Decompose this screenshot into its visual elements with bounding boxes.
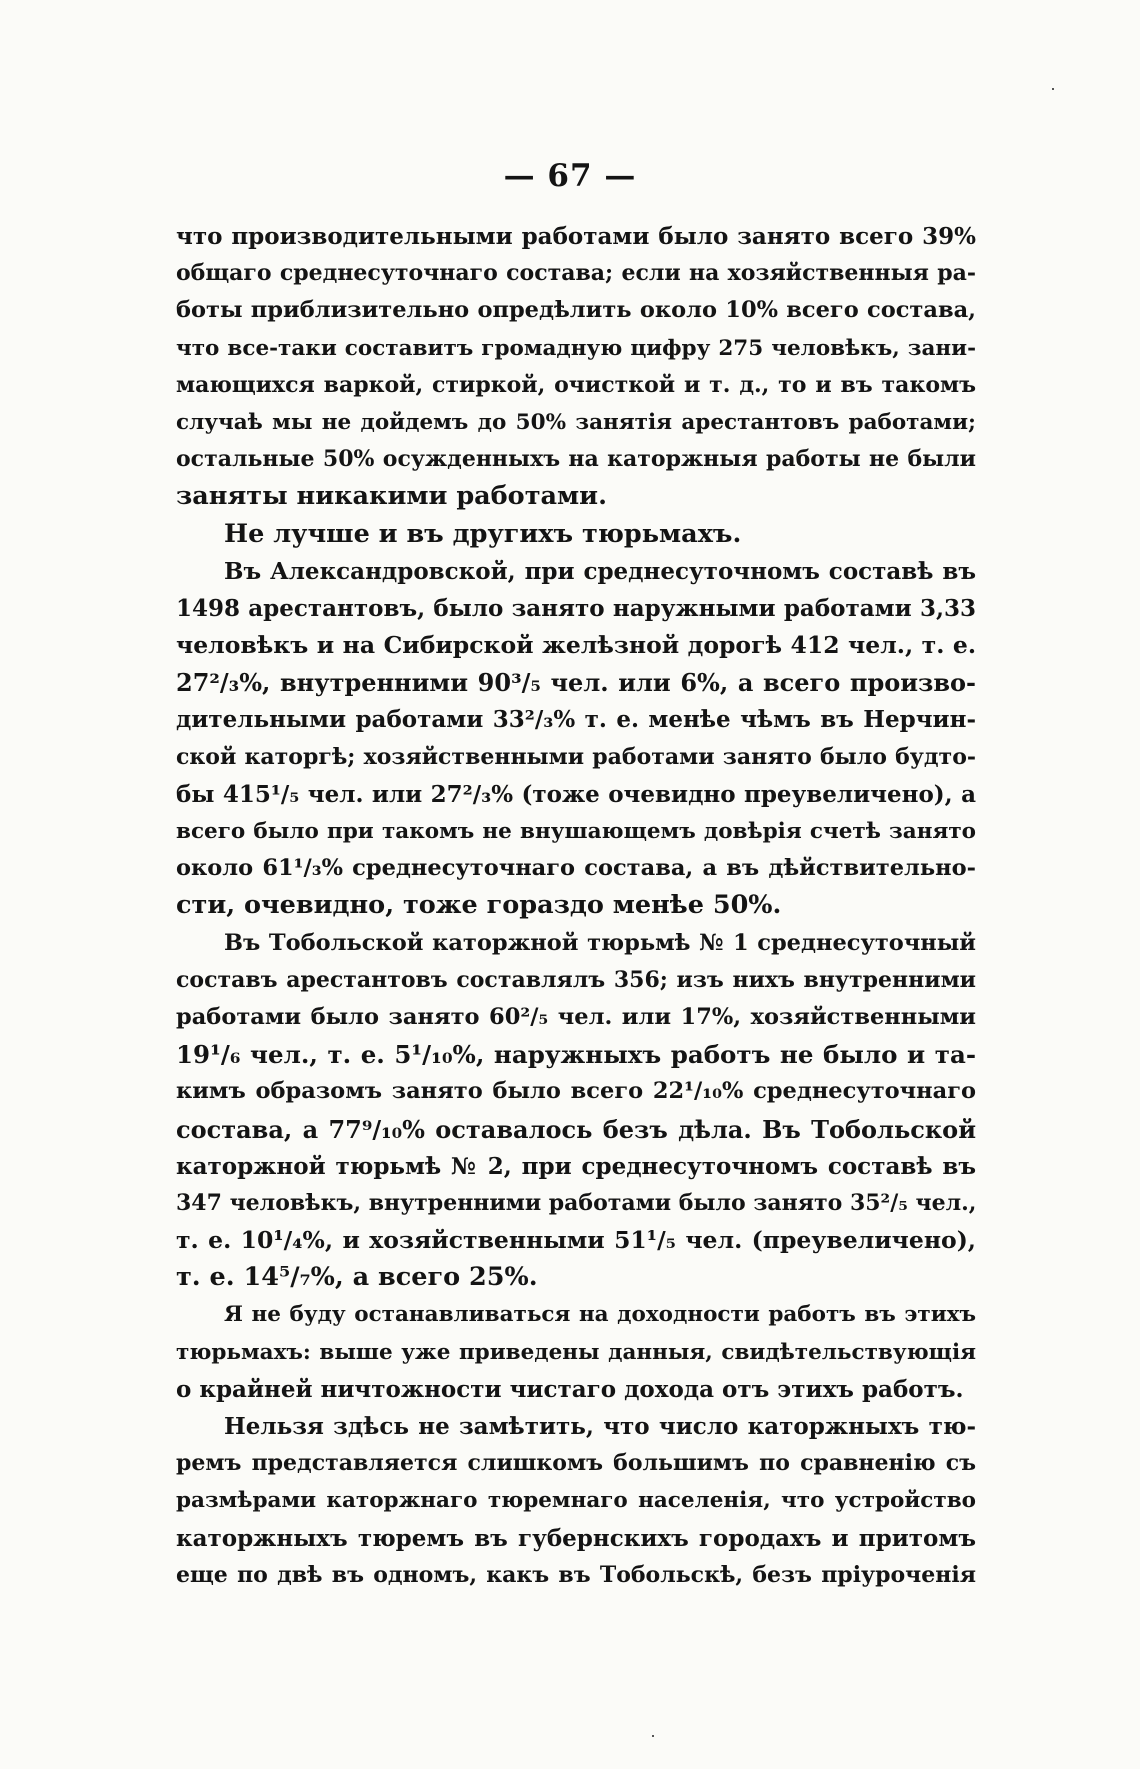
- text-line: боты приблизительно опредѣлить около 10% всего состава,: [176, 297, 976, 324]
- text-line: заняты никакими работами.: [176, 481, 607, 512]
- text-line: т. е. 10¹/₄%, и хозяйственными 51¹/₅ чел. (преувеличено),: [176, 1226, 976, 1255]
- page-number: — 67 —: [503, 158, 637, 194]
- text-line: тюрьмахъ: выше уже приведены данныя, свидѣтельствующія: [176, 1339, 976, 1365]
- text-line: кимъ образомъ занято было всего 22¹/₁₀% среднесуточнаго: [176, 1078, 976, 1105]
- text-line: каторжныхъ тюремъ въ губернскихъ городахъ и притомъ: [176, 1524, 976, 1552]
- text-line: о крайней ничтожности чистаго дохода отъ этихъ работъ.: [176, 1375, 964, 1403]
- text-line: еще по двѣ въ одномъ, какъ въ Тобольскѣ, безъ пріуроченія: [176, 1561, 976, 1588]
- text-line: составъ арестантовъ составлялъ 356; изъ нихъ внутренними: [176, 966, 976, 993]
- text-line: каторжной тюрьмѣ № 2, при среднесуточномъ составѣ въ: [176, 1152, 976, 1180]
- text-line: Въ Александровской, при среднесуточномъ составѣ въ: [224, 557, 976, 585]
- text-line: 19¹/₆ чел., т. е. 5¹/₁₀%, наружныхъ работъ не было и та-: [176, 1040, 976, 1070]
- text-line: Не лучше и въ другихъ тюрьмахъ.: [224, 518, 742, 549]
- text-line: мающихся варкой, стиркой, очисткой и т. д., то и въ такомъ: [176, 371, 976, 398]
- speck: [652, 1735, 654, 1737]
- text-line: ской каторгѣ; хозяйственными работами занято было будто-: [176, 743, 976, 770]
- text-line: Нельзя здѣсь не замѣтить, что число каторжныхъ тю-: [224, 1413, 976, 1440]
- text-line: 1498 арестантовъ, было занято наружными работами 3,33: [176, 594, 976, 622]
- text-line: около 61¹/₃% среднесуточнаго состава, а въ дѣйствительно-: [176, 855, 976, 882]
- body-text: [176, 218, 976, 1594]
- text-line: ремъ представляется слишкомъ большимъ по сравненію съ: [176, 1450, 976, 1477]
- text-line: сти, очевидно, тоже гораздо менѣе 50%.: [176, 890, 782, 921]
- text-line: человѣкъ и на Сибирской желѣзной дорогѣ 412 чел., т. е.: [176, 631, 976, 660]
- text-line: т. е. 14⁵/₇%, а всего 25%.: [176, 1262, 538, 1293]
- text-line: Въ Тобольской каторжной тюрьмѣ № 1 среднесуточный: [224, 929, 976, 956]
- text-line: общаго среднесуточнаго состава; если на хозяйственныя ра-: [176, 260, 976, 287]
- text-line: состава, а 77⁹/₁₀% оставалось безъ дѣла. Въ Тобольской: [176, 1114, 976, 1144]
- text-line: размѣрами каторжнаго тюремнаго населенія, что устройство: [176, 1488, 976, 1514]
- text-line: Я не буду останавливаться на доходности работъ въ этихъ: [224, 1302, 976, 1328]
- text-line: бы 415¹/₅ чел. или 27²/₃% (тоже очевидно преувеличено), а: [176, 780, 976, 808]
- text-line: работами было занято 60²/₅ чел. или 17%, хозяйственными: [176, 1003, 976, 1030]
- text-line: 347 человѣкъ, внутренними работами было занято 35²/₅ чел.,: [176, 1189, 977, 1216]
- text-line: остальные 50% осужденныхъ на каторжныя работы не были: [176, 446, 976, 473]
- text-line: что производительными работами было занято всего 39%: [176, 223, 976, 250]
- text-line: что все-таки составитъ громадную цифру 275 человѣкъ, зани-: [176, 335, 976, 361]
- text-line: всего было при такомъ не внушающемъ довѣрія счетѣ занято: [176, 819, 976, 844]
- text-line: случаѣ мы не дойдемъ до 50% занятія арестантовъ работами;: [176, 409, 976, 435]
- speck: [1052, 88, 1054, 90]
- text-line: дительными работами 33²/₃% т. е. менѣе чѣмъ въ Нерчин-: [176, 706, 976, 734]
- text-line: 27²/₃%, внутренними 90³/₅ чел. или 6%, а всего произво-: [176, 668, 976, 698]
